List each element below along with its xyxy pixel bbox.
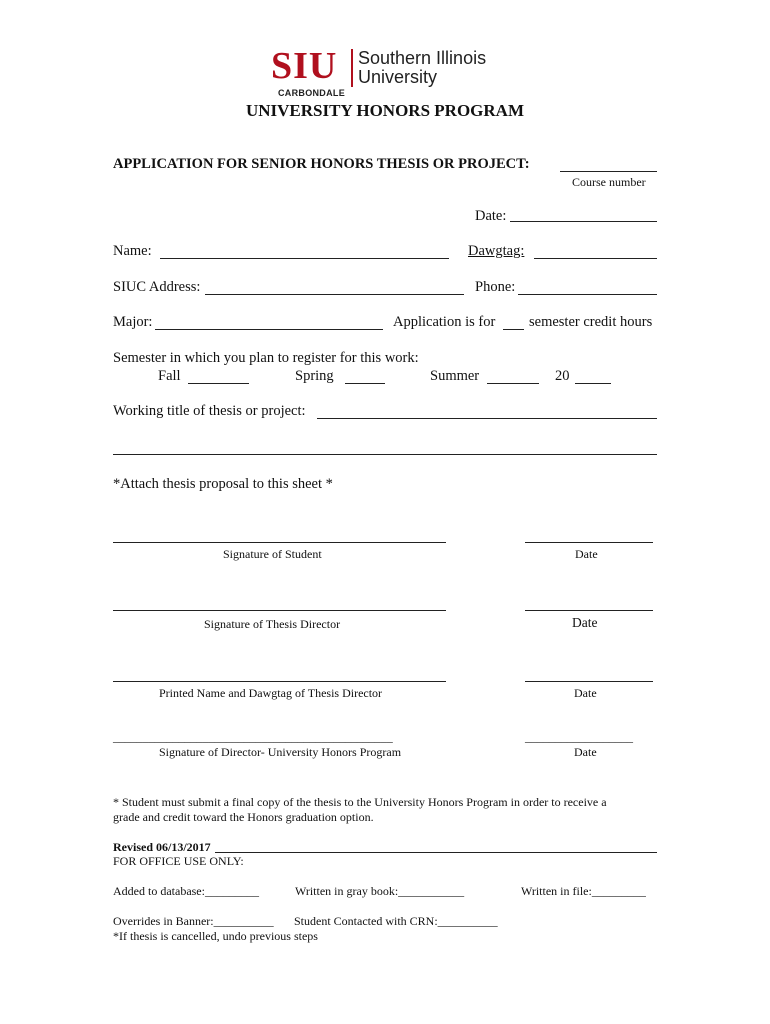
- student-date-caption: Date: [575, 547, 598, 561]
- director-signature-line[interactable]: [113, 610, 446, 611]
- course-number-line[interactable]: [560, 171, 657, 172]
- printed-name-caption: Printed Name and Dawgtag of Thesis Director: [159, 686, 383, 700]
- dawgtag-label: Dawgtag:: [468, 243, 525, 259]
- overrides-in-banner: Overrides in Banner:__________: [113, 914, 274, 928]
- revised-rule: [215, 852, 657, 853]
- uhp-signature-caption: Signature of Director- University Honors Program: [159, 745, 402, 759]
- application-is-for-label: Application is for: [393, 314, 496, 330]
- working-title-label: Working title of thesis or project:: [113, 403, 306, 419]
- address-label: SIUC Address:: [113, 279, 201, 295]
- summer-line[interactable]: [487, 383, 539, 384]
- student-date-line[interactable]: [525, 542, 653, 543]
- name-line[interactable]: [160, 258, 449, 259]
- footnote-line-2: grade and credit toward the Honors graduation option.: [113, 810, 374, 824]
- logo-divider: [351, 49, 353, 87]
- revised-date: Revised 06/13/2017: [113, 840, 211, 854]
- attach-note: *Attach thesis proposal to this sheet *: [113, 476, 333, 492]
- date-line[interactable]: [510, 221, 657, 222]
- major-label: Major:: [113, 314, 153, 330]
- fall-label: Fall: [158, 368, 181, 384]
- logo-name-line2: University: [358, 67, 438, 87]
- uhp-date-line[interactable]: __________________: [525, 730, 633, 744]
- date-label: Date:: [475, 208, 507, 224]
- written-gray-book: Written in gray book:___________: [295, 884, 465, 898]
- spring-line[interactable]: [345, 383, 385, 384]
- student-signature-caption: Signature of Student: [223, 547, 322, 561]
- siu-logo-mark: SIU: [271, 45, 338, 87]
- director-date-line[interactable]: [525, 610, 653, 611]
- written-in-file: Written in file:_________: [521, 884, 646, 898]
- spring-label: Spring: [295, 368, 334, 384]
- page-title: UNIVERSITY HONORS PROGRAM: [245, 101, 524, 120]
- uhp-signature-line[interactable]: _______________________________________________: [113, 730, 393, 744]
- phone-label: Phone:: [475, 279, 516, 295]
- director-date-caption: Date: [572, 615, 598, 630]
- uhp-date-caption: Date: [574, 745, 597, 759]
- student-contacted-crn: Student Contacted with CRN:__________: [294, 914, 498, 928]
- printed-date-caption: Date: [574, 686, 597, 700]
- added-to-database: Added to database:_________: [113, 884, 259, 898]
- working-title-line[interactable]: [317, 418, 657, 419]
- year-prefix: 20: [555, 368, 570, 384]
- dawgtag-line[interactable]: [534, 258, 657, 259]
- credit-hours-label: semester credit hours: [529, 314, 653, 330]
- cancelled-note: *If thesis is cancelled, undo previous steps: [113, 929, 318, 943]
- summer-label: Summer: [430, 368, 480, 384]
- logo-name-line1: Southern Illinois: [358, 48, 487, 68]
- major-line[interactable]: [155, 329, 383, 330]
- office-use-heading: FOR OFFICE USE ONLY:: [113, 854, 244, 868]
- semester-prompt: Semester in which you plan to register for this work:: [113, 350, 419, 366]
- application-heading: APPLICATION FOR SENIOR HONORS THESIS OR PROJECT:: [113, 156, 530, 172]
- logo-campus: CARBONDALE: [278, 88, 345, 98]
- footnote-line-1: * Student must submit a final copy of the thesis to the University Honors Program in order to receive a: [113, 795, 607, 809]
- printed-date-line[interactable]: [525, 681, 653, 682]
- director-signature-caption: Signature of Thesis Director: [204, 617, 341, 631]
- year-line[interactable]: [575, 383, 611, 384]
- course-number-caption: Course number: [572, 175, 646, 189]
- name-label: Name:: [113, 243, 152, 259]
- credit-hours-line[interactable]: [503, 329, 524, 330]
- student-signature-line[interactable]: [113, 542, 446, 543]
- working-title-line-2[interactable]: [113, 454, 657, 455]
- address-line[interactable]: [205, 294, 464, 295]
- fall-line[interactable]: [188, 383, 249, 384]
- phone-line[interactable]: [518, 294, 657, 295]
- printed-name-line[interactable]: [113, 681, 446, 682]
